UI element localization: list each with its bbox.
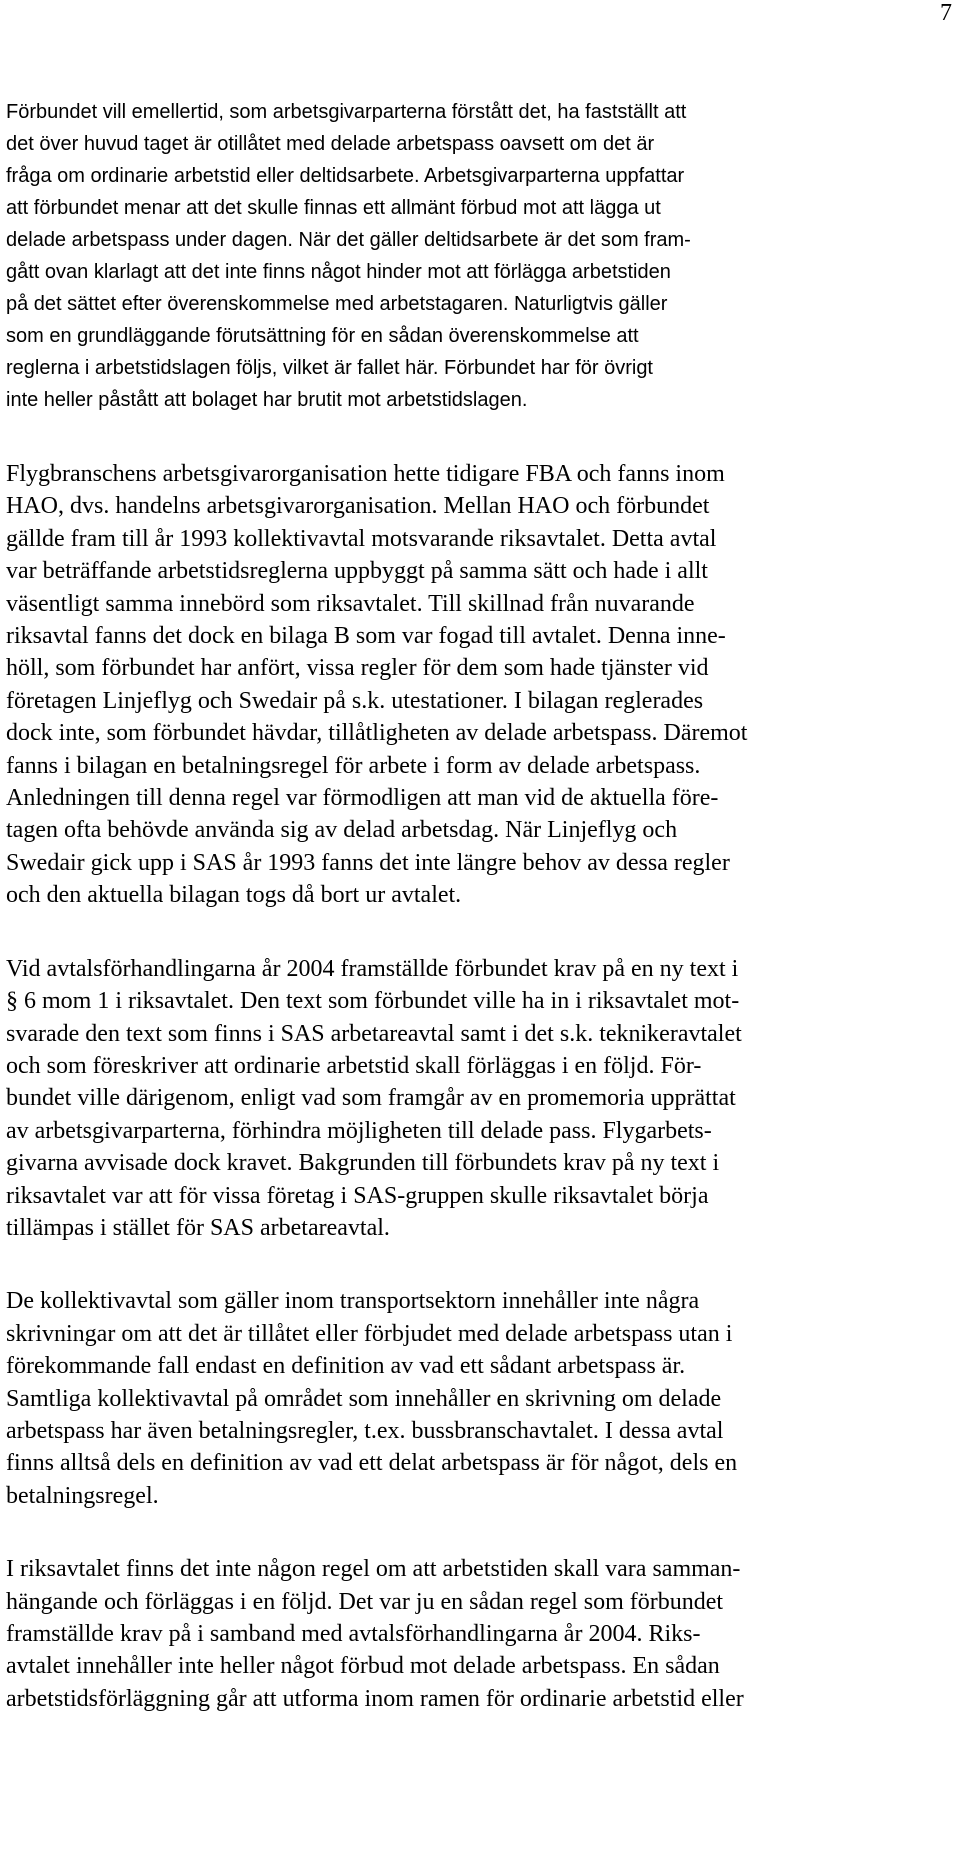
paragraph-4: De kollektivavtal som gäller inom transportsektorn innehåller inte några skrivningar om att det är tillåtet eller förbjudet med delade arbetspass utan i förekommande fall endast en definition av vad ett sådant arbetspass är. Samtliga kollektivavtal på området som innehåller en skrivning om delade arbetspass har även betalningsregler, t.ex. bussbranschavtalet. I dessa avtal finns alltså dels en definition av vad ett delat arbetspass är för något, dels en betalningsregel. [6, 1288, 738, 1509]
paragraph-1: Förbundet vill emellertid, som arbetsgivarparterna förstått det, ha fastställt att det över huvud taget är otillåtet med delade arbetspass oavsett om det är fråga om ordinarie arbetstid eller deltidsarbete. Arbetsgivarparterna uppfattar att förbundet menar att det skulle finnas ett allmänt förbud mot att lägga ut delade arbetspass under dagen. När det gäller deltidsarbete är det som fram- gått ovan klarlagt att det inte finns något hinder mot att förlägga arbetstiden på det sättet efter överenskommelse med arbetstagaren. Naturligtvis gäller som en grundläggande förutsättning för en sådan överenskommelse att reglerna i arbetstidslagen följs, vilket är fallet här. Förbundet har för övrigt inte heller påstått att bolaget har brutit mot arbetstidslagen. [6, 101, 691, 411]
paragraph-5: I riksavtalet finns det inte någon regel om att arbetstiden skall vara samman- hängande och förläggas i en följd. Det var ju en sådan regel som förbundet framställde krav på i samband med avtalsförhandlingarna år 2004. Riks- avtalet innehåller inte heller något förbud mot delade arbetspass. En sådan arbetstidsförläggning går att utforma inom ramen för ordinarie arbetstid eller [6, 1556, 744, 1712]
page-number: 7 [940, 0, 952, 26]
document-body [6, 96, 956, 1715]
paragraph-3: Vid avtalsförhandlingarna år 2004 framställde förbundet krav på en ny text i § 6 mom 1 i riksavtalet. Den text som förbundet ville ha in i riksavtalet mot- svarade den text som finns i SAS arbetareavtal samt i det s.k. teknikeravtalet och som föreskriver att ordinarie arbetstid skall förläggas i en följd. För- bundet ville därigenom, enligt vad som framgår av en promemoria upprättat av arbetsgivarparterna, förhindra möjligheten till delade pass. Flygarbets- givarna avvisade dock kravet. Bakgrunden till förbundets krav på ny text i riksavtalet var att för vissa företag i SAS-gruppen skulle riksavtalet börja tillämpas i stället för SAS arbetareavtal. [6, 955, 742, 1241]
paragraph-2: Flygbranschens arbetsgivarorganisation hette tidigare FBA och fanns inom HAO, dvs. handelns arbetsgivarorganisation. Mellan HAO och förbundet gällde fram till år 1993 kollektivavtal motsvarande riksavtalet. Detta avtal var beträffande arbetstidsreglerna uppbyggt på samma sätt och hade i allt väsentligt samma innebörd som riksavtalet. Till skillnad från nuvarande riksavtal fanns det dock en bilaga B som var fogad till avtalet. Denna inne- höll, som förbundet har anfört, vissa regler för dem som hade tjänster vid företagen Linjeflyg och Swedair på s.k. utestationer. I bilagan reglerades dock inte, som förbundet hävdar, tillåtligheten av delade arbetspass. Däremot fanns i bilagan en betalningsregel för arbete i form av delade arbetspass. Anledningen till denna regel var förmodligen att man vid de aktuella före- tagen ofta behövde använda sig av delad arbetsdag. När Linjeflyg och Swedair gick upp i SAS år 1993 fanns det inte längre behov av dessa regler och den aktuella bilagan togs då bort ur avtalet. [6, 461, 748, 909]
